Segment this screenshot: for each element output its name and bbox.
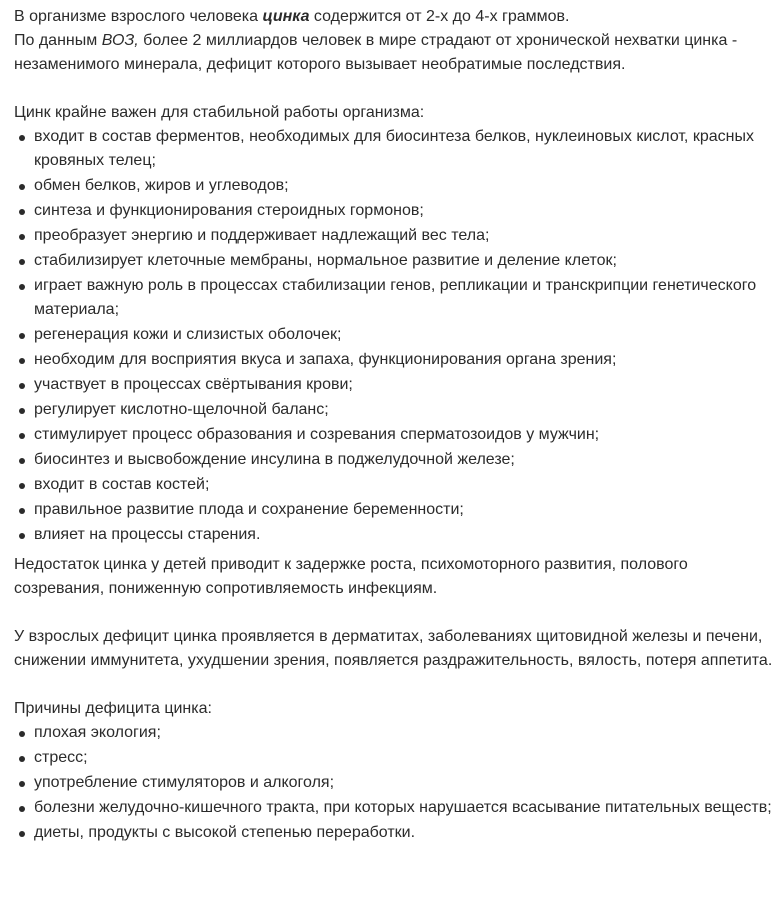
- zinc-emphasis: цинка: [262, 8, 310, 25]
- list-item: необходим для восприятия вкуса и запаха, функционирования органа зрения;: [14, 348, 776, 372]
- list-item: стимулирует процесс образования и созревания сперматозоидов у мужчин;: [14, 423, 776, 447]
- list-item: стабилизирует клеточные мембраны, нормальное развитие и деление клеток;: [14, 249, 776, 273]
- spacer: [14, 77, 776, 101]
- causes-heading: Причины дефицита цинка:: [14, 700, 212, 717]
- list-item: болезни желудочно-кишечного тракта, при которых нарушается всасывание питательных веществ;: [14, 796, 776, 820]
- list-item: входит в состав костей;: [14, 473, 776, 497]
- list-item: преобразует энергию и поддерживает надлежащий вес тела;: [14, 224, 776, 248]
- list-item: играет важную роль в процессах стабилизации генов, репликации и транскрипции генетического материала;: [14, 274, 776, 322]
- list-item: влияет на процессы старения.: [14, 523, 776, 547]
- spacer: [14, 601, 776, 625]
- list-item: стресс;: [14, 746, 776, 770]
- list-item: диеты, продукты с высокой степенью переработки.: [14, 821, 776, 845]
- intro-line-2-pre: По данным: [14, 32, 102, 49]
- adults-paragraph: У взрослых дефицит цинка проявляется в дерматитах, заболеваниях щитовидной железы и печени, снижении иммунитета, ухудшении зрения, появляется раздражительность, вялость, потеря аппетита.: [14, 628, 773, 669]
- list-item: регулирует кислотно-щелочной баланс;: [14, 398, 776, 422]
- intro-line-1-post: содержится от 2-х до 4-х граммов.: [309, 8, 570, 25]
- intro-line-1: [14, 5, 776, 29]
- list-item: синтеза и функционирования стероидных гормонов;: [14, 199, 776, 223]
- list-item: участвует в процессах свёртывания крови;: [14, 373, 776, 397]
- intro-line-1-pre: В организме взрослого человека: [14, 8, 263, 25]
- functions-list: [14, 125, 776, 547]
- list-item: плохая экология;: [14, 721, 776, 745]
- list-item: правильное развитие плода и сохранение беременности;: [14, 498, 776, 522]
- intro-line-2-post: более 2 миллиардов человек в мире страдают от хронической нехватки цинка - незаменимого минерала, дефицит которого вызывает необратимые последствия.: [14, 32, 738, 73]
- causes-list: [14, 721, 776, 845]
- intro-line-2: [14, 29, 776, 77]
- children-paragraph: Недостаток цинка у детей приводит к задержке роста, психомоторного развития, полового созревания, пониженную сопротивляемость инфекциям.: [14, 556, 688, 597]
- who-emphasis: ВОЗ,: [101, 32, 139, 49]
- list-item: регенерация кожи и слизистых оболочек;: [14, 323, 776, 347]
- list-item: биосинтез и высвобождение инсулина в поджелудочной железе;: [14, 448, 776, 472]
- functions-heading: Цинк крайне важен для стабильной работы организма:: [14, 104, 425, 121]
- spacer: [14, 673, 776, 697]
- list-item: употребление стимуляторов и алкоголя;: [14, 771, 776, 795]
- list-item: обмен белков, жиров и углеводов;: [14, 174, 776, 198]
- list-item: входит в состав ферментов, необходимых для биосинтеза белков, нуклеиновых кислот, красных кровяных телец;: [14, 125, 776, 173]
